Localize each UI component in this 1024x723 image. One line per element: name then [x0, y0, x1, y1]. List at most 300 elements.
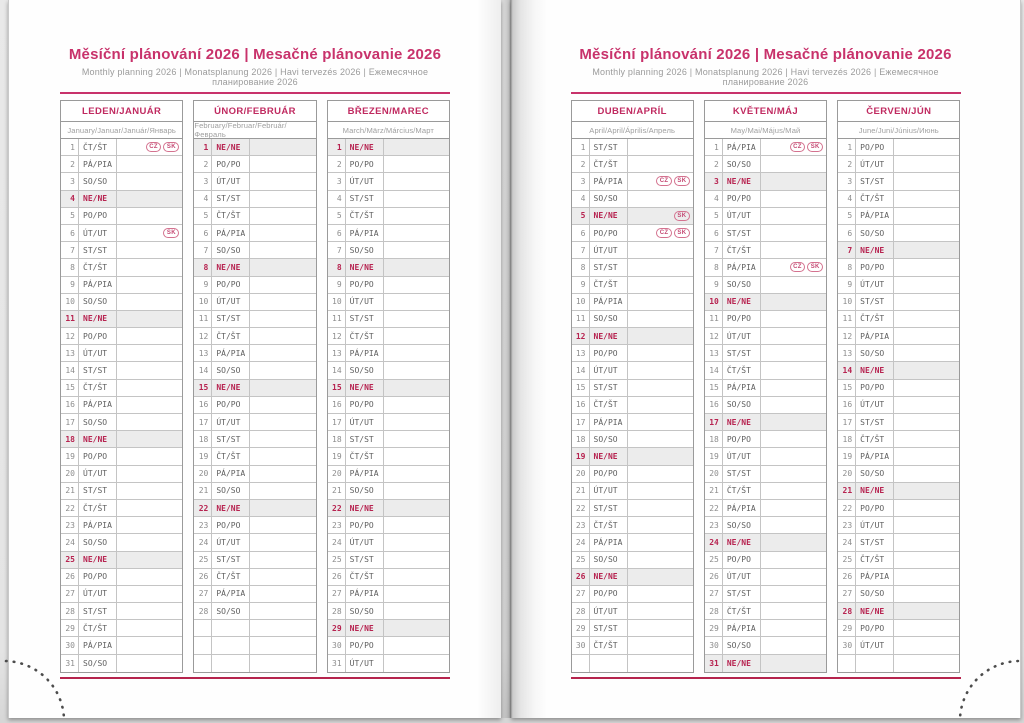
day-row-26: [61, 569, 182, 586]
day-abbrev: ČT/ŠT: [212, 208, 250, 224]
day-row-21: [705, 483, 826, 500]
day-note: [117, 500, 182, 516]
day-row-27: [705, 586, 826, 603]
day-number: 15: [838, 380, 856, 396]
day-abbrev: ÚT/UT: [212, 414, 250, 430]
day-abbrev: PO/PO: [212, 397, 250, 413]
day-row-19: [328, 448, 449, 465]
day-row-13: [328, 345, 449, 362]
day-note: [628, 655, 693, 672]
day-note: [761, 620, 826, 636]
day-row-12: [194, 328, 315, 345]
day-note: [384, 397, 449, 413]
day-number: 26: [328, 569, 346, 585]
day-number: 3: [328, 173, 346, 189]
day-row-20: [572, 466, 693, 483]
day-number: 4: [328, 191, 346, 207]
day-row-26: [328, 569, 449, 586]
day-number: 16: [61, 397, 79, 413]
day-abbrev: SO/SO: [346, 603, 384, 619]
day-number: 28: [705, 603, 723, 619]
day-number: 26: [838, 569, 856, 585]
day-abbrev: PÁ/PIA: [723, 620, 761, 636]
day-row-25: [838, 552, 959, 569]
month-name: BŘEZEN/MAREC: [328, 101, 449, 122]
day-number: 1: [572, 139, 590, 155]
day-number: 9: [572, 277, 590, 293]
day-number: 25: [194, 552, 212, 568]
day-note: [117, 380, 182, 396]
day-row-15: [194, 380, 315, 397]
day-abbrev: PÁ/PIA: [79, 637, 117, 653]
day-note: [384, 380, 449, 396]
day-abbrev: ČT/ŠT: [723, 362, 761, 378]
day-abbrev: ČT/ŠT: [346, 328, 384, 344]
day-number: 2: [572, 156, 590, 172]
day-abbrev: SO/SO: [212, 362, 250, 378]
day-row-20: [328, 466, 449, 483]
day-abbrev: PO/PO: [346, 637, 384, 653]
day-row-14: [572, 362, 693, 379]
day-number: 4: [572, 191, 590, 207]
day-row-21: [572, 483, 693, 500]
day-row-29: [705, 620, 826, 637]
day-row-11: [705, 311, 826, 328]
day-row-6: [328, 225, 449, 242]
day-row-8: [194, 259, 315, 276]
day-row-13: [705, 345, 826, 362]
day-note: [250, 380, 315, 396]
day-number: 18: [194, 431, 212, 447]
day-note: [384, 414, 449, 430]
day-abbrev: SO/SO: [590, 311, 628, 327]
day-row-15: [61, 380, 182, 397]
day-row-23: [705, 517, 826, 534]
day-note: [384, 242, 449, 258]
day-row-12: [572, 328, 693, 345]
day-abbrev: NE/NE: [79, 431, 117, 447]
day-row-empty: [194, 637, 315, 654]
day-number: 23: [61, 517, 79, 533]
day-abbrev: PÁ/PIA: [590, 173, 628, 189]
day-number: 31: [705, 655, 723, 672]
day-abbrev: ÚT/UT: [856, 277, 894, 293]
day-row-17: [61, 414, 182, 431]
day-row-28: [705, 603, 826, 620]
day-number: 20: [572, 466, 590, 482]
day-abbrev: SO/SO: [79, 534, 117, 550]
day-abbrev: ČT/ŠT: [856, 552, 894, 568]
day-abbrev: ST/ST: [590, 620, 628, 636]
day-abbrev: ÚT/UT: [212, 294, 250, 310]
day-number: 17: [572, 414, 590, 430]
day-note: [894, 603, 959, 619]
day-row-22: [194, 500, 315, 517]
day-row-2: [572, 156, 693, 173]
day-note: [384, 655, 449, 672]
day-row-26: [838, 569, 959, 586]
day-abbrev: ST/ST: [212, 552, 250, 568]
day-row-7: [838, 242, 959, 259]
day-number: 5: [838, 208, 856, 224]
month-languages: March/März/Március/Март: [328, 122, 449, 139]
day-abbrev: ČT/ŠT: [212, 448, 250, 464]
day-number: 17: [705, 414, 723, 430]
day-number: 12: [705, 328, 723, 344]
day-abbrev: PO/PO: [590, 345, 628, 361]
day-row-9: [705, 277, 826, 294]
day-note: [761, 397, 826, 413]
day-note: [628, 431, 693, 447]
day-abbrev: [212, 655, 250, 672]
day-note: [117, 569, 182, 585]
day-note: [250, 362, 315, 378]
day-row-22: [572, 500, 693, 517]
day-note: [628, 208, 693, 224]
day-number: [194, 620, 212, 636]
bottom-rule: [60, 677, 450, 679]
day-row-8: [838, 259, 959, 276]
day-row-26: [572, 569, 693, 586]
day-number: 9: [705, 277, 723, 293]
day-abbrev: NE/NE: [79, 552, 117, 568]
day-note: [117, 242, 182, 258]
day-abbrev: PÁ/PIA: [79, 277, 117, 293]
day-note: [250, 191, 315, 207]
day-abbrev: PÁ/PIA: [723, 139, 761, 155]
day-note: [894, 534, 959, 550]
page-left: [8, 0, 501, 718]
day-number: 2: [838, 156, 856, 172]
day-number: 14: [705, 362, 723, 378]
day-number: 12: [572, 328, 590, 344]
day-abbrev: ČT/ŠT: [79, 259, 117, 275]
day-abbrev: ÚT/UT: [346, 173, 384, 189]
month-languages: May/Mai/Május/Май: [705, 122, 826, 139]
day-note: [761, 259, 826, 275]
day-row-9: [838, 277, 959, 294]
day-row-25: [194, 552, 315, 569]
day-abbrev: ST/ST: [856, 414, 894, 430]
day-note: [117, 466, 182, 482]
day-abbrev: [590, 655, 628, 672]
day-row-8: [328, 259, 449, 276]
day-note: [761, 500, 826, 516]
day-note: [761, 277, 826, 293]
day-abbrev: NE/NE: [212, 139, 250, 155]
day-abbrev: ST/ST: [856, 534, 894, 550]
day-abbrev: ÚT/UT: [346, 294, 384, 310]
day-row-3: [572, 173, 693, 190]
day-abbrev: [212, 637, 250, 653]
month-column-march: [327, 100, 450, 673]
day-abbrev: PO/PO: [590, 225, 628, 241]
day-number: 11: [838, 311, 856, 327]
day-note: [761, 534, 826, 550]
day-number: 11: [61, 311, 79, 327]
day-row-12: [61, 328, 182, 345]
day-abbrev: ST/ST: [590, 139, 628, 155]
day-row-25: [572, 552, 693, 569]
day-note: [628, 448, 693, 464]
month-column-february: [193, 100, 316, 673]
day-row-29: [61, 620, 182, 637]
day-abbrev: ST/ST: [590, 259, 628, 275]
day-note: [628, 277, 693, 293]
day-row-24: [572, 534, 693, 551]
day-abbrev: PO/PO: [590, 586, 628, 602]
day-note: [250, 259, 315, 275]
day-row-3: [194, 173, 315, 190]
day-number: 6: [61, 225, 79, 241]
day-number: 22: [328, 500, 346, 516]
day-abbrev: PO/PO: [79, 328, 117, 344]
day-row-6: [61, 225, 182, 242]
day-row-6: [838, 225, 959, 242]
title-rule: [571, 92, 961, 94]
day-row-19: [572, 448, 693, 465]
day-abbrev: PÁ/PIA: [79, 517, 117, 533]
day-number: 26: [194, 569, 212, 585]
day-row-7: [61, 242, 182, 259]
day-row-19: [705, 448, 826, 465]
day-number: 17: [194, 414, 212, 430]
day-abbrev: SO/SO: [590, 191, 628, 207]
day-row-14: [705, 362, 826, 379]
day-note: [250, 603, 315, 619]
day-row-31: [705, 655, 826, 672]
day-note: [628, 466, 693, 482]
day-note: [894, 466, 959, 482]
day-row-14: [61, 362, 182, 379]
day-note: [117, 603, 182, 619]
day-note: [250, 277, 315, 293]
day-row-31: [328, 655, 449, 672]
day-abbrev: SO/SO: [723, 277, 761, 293]
day-number: 2: [61, 156, 79, 172]
day-number: 1: [705, 139, 723, 155]
day-row-7: [572, 242, 693, 259]
day-row-7: [705, 242, 826, 259]
day-abbrev: ÚT/UT: [79, 345, 117, 361]
day-abbrev: ÚT/UT: [856, 156, 894, 172]
day-abbrev: PO/PO: [856, 259, 894, 275]
day-number: 4: [838, 191, 856, 207]
day-abbrev: ÚT/UT: [346, 534, 384, 550]
day-note: [761, 191, 826, 207]
day-abbrev: ST/ST: [79, 483, 117, 499]
day-note: [384, 191, 449, 207]
day-abbrev: ST/ST: [212, 311, 250, 327]
day-abbrev: SO/SO: [856, 345, 894, 361]
day-number: 26: [705, 569, 723, 585]
day-abbrev: PÁ/PIA: [856, 328, 894, 344]
day-note: [761, 414, 826, 430]
day-row-23: [838, 517, 959, 534]
page-title: Měsíční plánování 2026 | Mesačné plánovanie 2026: [579, 46, 952, 63]
day-note: [894, 328, 959, 344]
day-row-25: [61, 552, 182, 569]
bottom-rule: [571, 677, 961, 679]
day-note: [117, 156, 182, 172]
day-note: [628, 620, 693, 636]
day-row-24: [705, 534, 826, 551]
day-row-5: [328, 208, 449, 225]
month-column-may: [704, 100, 827, 673]
day-number: 19: [61, 448, 79, 464]
day-number: 1: [61, 139, 79, 155]
day-note: [894, 345, 959, 361]
day-note: [384, 328, 449, 344]
day-note: [117, 277, 182, 293]
holiday-badge-sk: SK: [163, 228, 179, 238]
day-note: [761, 552, 826, 568]
day-number: 10: [328, 294, 346, 310]
day-note: [628, 259, 693, 275]
day-number: 2: [328, 156, 346, 172]
holiday-badge-sk: SK: [163, 142, 179, 152]
day-row-22: [705, 500, 826, 517]
day-abbrev: PO/PO: [346, 156, 384, 172]
day-number: 28: [838, 603, 856, 619]
day-abbrev: ČT/ŠT: [79, 139, 117, 155]
day-abbrev: ČT/ŠT: [79, 620, 117, 636]
day-number: 13: [328, 345, 346, 361]
day-row-11: [328, 311, 449, 328]
day-number: 19: [838, 448, 856, 464]
day-abbrev: PO/PO: [346, 517, 384, 533]
day-abbrev: ÚT/UT: [79, 225, 117, 241]
day-number: 9: [838, 277, 856, 293]
day-abbrev: PÁ/PIA: [856, 569, 894, 585]
day-number: 5: [194, 208, 212, 224]
day-abbrev: SO/SO: [79, 173, 117, 189]
day-abbrev: NE/NE: [590, 208, 628, 224]
day-abbrev: ST/ST: [590, 500, 628, 516]
day-note: [384, 517, 449, 533]
day-row-20: [705, 466, 826, 483]
day-note: [117, 345, 182, 361]
day-note: [384, 431, 449, 447]
day-number: 10: [838, 294, 856, 310]
day-note: [250, 448, 315, 464]
day-number: 5: [328, 208, 346, 224]
day-number: 31: [328, 655, 346, 672]
day-number: [194, 637, 212, 653]
day-abbrev: PO/PO: [723, 431, 761, 447]
day-row-16: [328, 397, 449, 414]
day-abbrev: PÁ/PIA: [79, 397, 117, 413]
day-note: [761, 208, 826, 224]
day-number: 16: [328, 397, 346, 413]
day-abbrev: ÚT/UT: [212, 173, 250, 189]
day-number: 24: [705, 534, 723, 550]
day-number: 13: [194, 345, 212, 361]
day-abbrev: SO/SO: [79, 655, 117, 672]
day-abbrev: ČT/ŠT: [590, 277, 628, 293]
day-number: 28: [61, 603, 79, 619]
day-number: 10: [194, 294, 212, 310]
day-row-17: [572, 414, 693, 431]
day-abbrev: NE/NE: [856, 603, 894, 619]
day-note: [117, 173, 182, 189]
page-subtitle: Monthly planning 2026 | Monatsplanung 2026 | Havi tervezés 2026 | Ежемесячное планирование 2026: [592, 67, 939, 87]
day-abbrev: ČT/ŠT: [346, 208, 384, 224]
day-abbrev: NE/NE: [590, 328, 628, 344]
day-number: 30: [705, 637, 723, 653]
month-days: [194, 139, 315, 672]
day-abbrev: PO/PO: [212, 156, 250, 172]
day-number: 25: [838, 552, 856, 568]
day-abbrev: SO/SO: [856, 586, 894, 602]
day-note: [894, 431, 959, 447]
day-note: [384, 259, 449, 275]
day-row-14: [328, 362, 449, 379]
day-row-6: [705, 225, 826, 242]
day-abbrev: ST/ST: [212, 431, 250, 447]
day-row-7: [328, 242, 449, 259]
day-abbrev: ČT/ŠT: [346, 448, 384, 464]
day-note: [117, 328, 182, 344]
page-right: [511, 0, 1021, 718]
day-number: 16: [705, 397, 723, 413]
day-number: 14: [328, 362, 346, 378]
day-note: [250, 414, 315, 430]
day-abbrev: SO/SO: [856, 225, 894, 241]
day-note: [384, 311, 449, 327]
day-abbrev: NE/NE: [79, 191, 117, 207]
day-abbrev: SO/SO: [79, 294, 117, 310]
day-number: 1: [328, 139, 346, 155]
day-abbrev: PÁ/PIA: [723, 259, 761, 275]
day-note: [628, 242, 693, 258]
day-note: [628, 311, 693, 327]
day-note: [250, 466, 315, 482]
day-row-25: [328, 552, 449, 569]
day-number: 7: [838, 242, 856, 258]
day-row-10: [572, 294, 693, 311]
day-note: [250, 156, 315, 172]
day-number: 19: [328, 448, 346, 464]
day-note: [250, 345, 315, 361]
day-note: [117, 311, 182, 327]
day-note: [628, 586, 693, 602]
day-note: [761, 173, 826, 189]
day-row-27: [328, 586, 449, 603]
day-row-9: [194, 277, 315, 294]
day-number: 20: [705, 466, 723, 482]
day-row-12: [838, 328, 959, 345]
day-row-1: [328, 139, 449, 156]
day-number: 28: [572, 603, 590, 619]
day-row-9: [328, 277, 449, 294]
day-number: 25: [705, 552, 723, 568]
day-note: [894, 242, 959, 258]
day-abbrev: PÁ/PIA: [79, 156, 117, 172]
day-number: 20: [838, 466, 856, 482]
day-abbrev: PO/PO: [79, 208, 117, 224]
day-row-5: [705, 208, 826, 225]
day-abbrev: ČT/ŠT: [723, 242, 761, 258]
day-row-30: [572, 637, 693, 654]
day-row-2: [328, 156, 449, 173]
day-number: 19: [572, 448, 590, 464]
day-row-2: [61, 156, 182, 173]
day-note: [894, 225, 959, 241]
day-abbrev: ÚT/UT: [79, 466, 117, 482]
day-abbrev: NE/NE: [590, 448, 628, 464]
day-abbrev: ÚT/UT: [856, 517, 894, 533]
